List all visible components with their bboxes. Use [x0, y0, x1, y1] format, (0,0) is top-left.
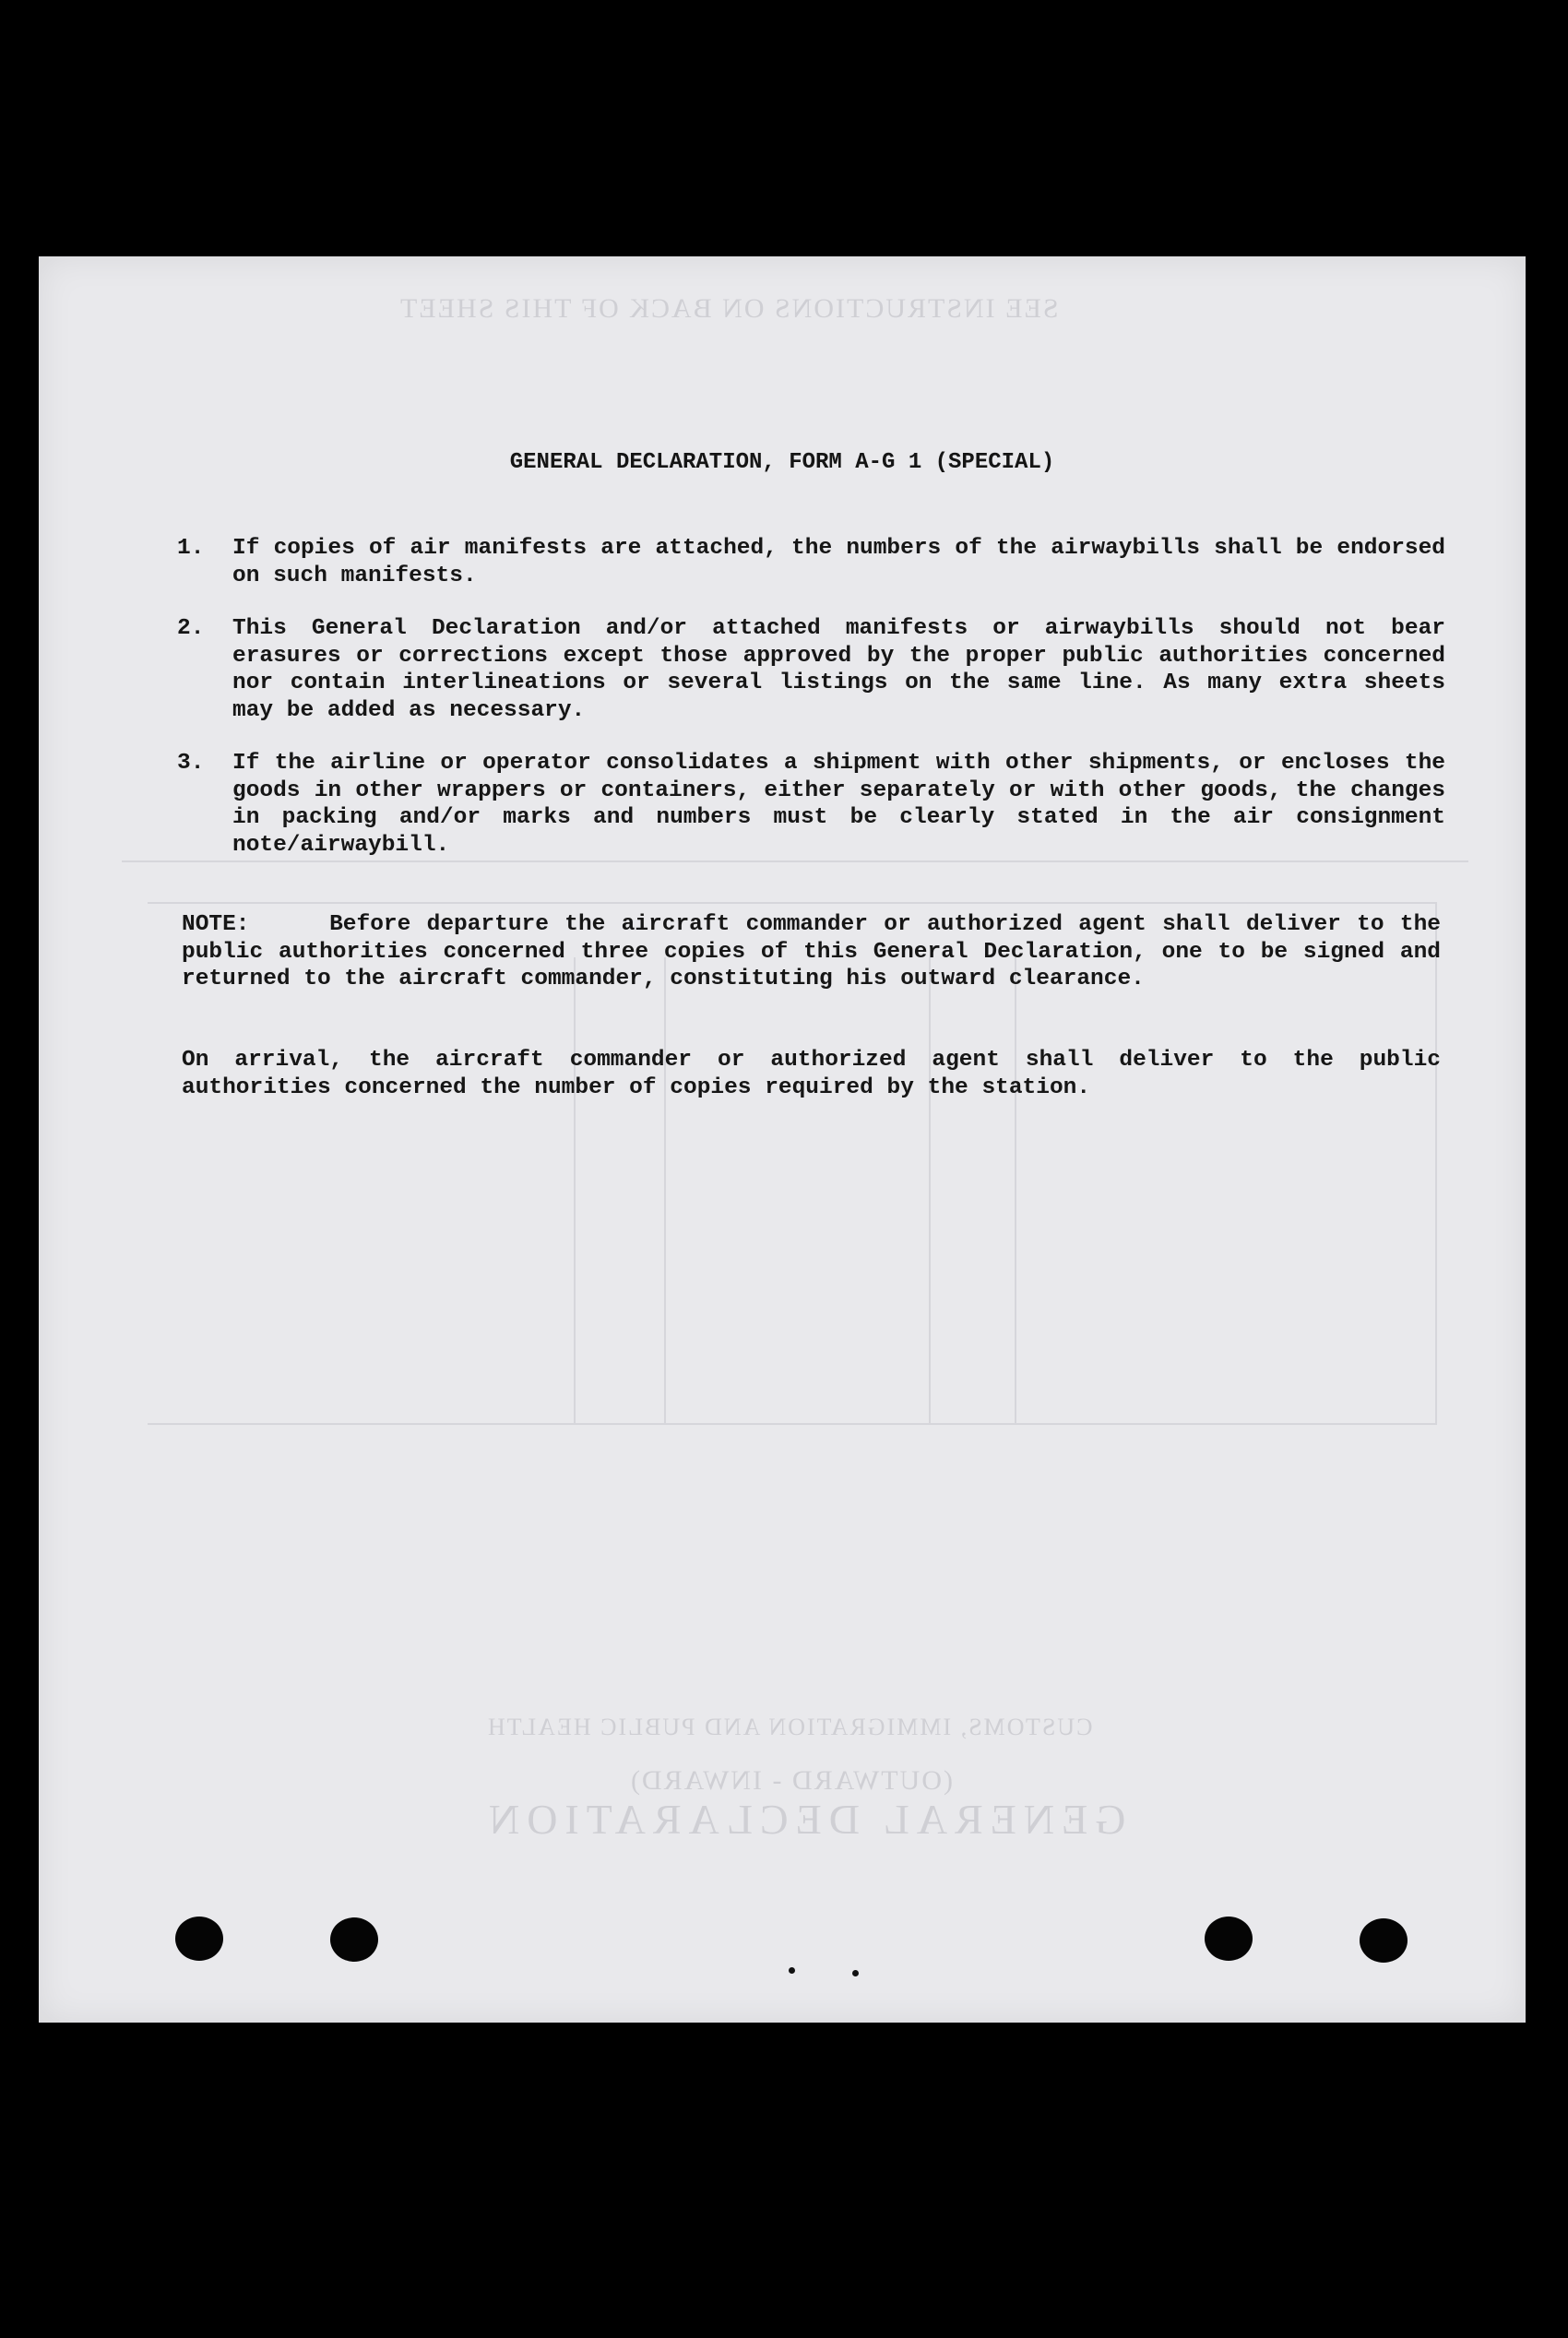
bleed-through-box — [664, 957, 666, 1423]
item-text: This General Declaration and/or attached manifests or airwaybills should not bear erasures or corrections except those approved by the proper public authorities concerned nor contain interlineations or several listings on the same line. As many extra sheets may be added as necessary. — [232, 616, 1445, 723]
bleed-through-box — [929, 957, 931, 1423]
item-text: If copies of air manifests are attached, the numbers of the airwaybills shall be endorsed on such manifests. — [232, 536, 1445, 588]
item-number: 1. — [177, 536, 205, 561]
bleed-through-customs-line: CUSTOMS, IMMIGRATION AND PUBLIC HEALTH — [486, 1714, 1093, 1740]
bleed-through-box — [574, 957, 576, 1423]
item-number: 3. — [177, 751, 205, 776]
item-text: If the airline or operator consolidates a shipment with other shipments, or encloses the goods in other wrappers or containers, either separately or with other goods, the changes in packing and/or marks and numbers must be clearly stated in the air consignment note/airwaybill. — [232, 751, 1445, 858]
item-number: 2. — [177, 616, 205, 641]
bleed-through-heading: GENERAL DECLARATION — [481, 1796, 1126, 1843]
arrival-paragraph: On arrival, the aircraft commander or authorized agent shall deliver to the public authorities concerned the number of copies required by the station. — [182, 1048, 1441, 1100]
instruction-item-3 — [177, 750, 1445, 859]
instruction-item-1 — [177, 535, 1445, 589]
speck — [789, 1967, 795, 1974]
punch-hole — [1205, 1917, 1253, 1961]
punch-hole — [175, 1917, 223, 1961]
speck — [852, 1970, 859, 1976]
punch-hole — [330, 1917, 378, 1962]
note-label: NOTE: — [182, 912, 250, 937]
bleed-through-direction-line: (OUTWARD - INWARD) — [629, 1765, 953, 1796]
note-paragraph — [182, 911, 1441, 993]
punch-hole — [1360, 1918, 1408, 1963]
bleed-through-top-line: SEE INSTRUCTIONS ON BACK OF THIS SHEET — [398, 293, 1059, 324]
bleed-through-box — [148, 902, 1437, 904]
bleed-through-box — [148, 1423, 1437, 1425]
bleed-through-rule — [122, 860, 1468, 862]
note-text: Before departure the aircraft commander or authorized agent shall deliver to the public authorities concerned three copies of this General Declaration, one to be signed and returned to the aircraft commander, constituting his outward clearance. — [182, 912, 1441, 991]
form-title: GENERAL DECLARATION, FORM A-G 1 (SPECIAL) — [509, 450, 1055, 475]
bleed-through-box — [1015, 957, 1016, 1423]
instruction-item-2 — [177, 615, 1445, 724]
document-sheet — [39, 256, 1526, 2023]
